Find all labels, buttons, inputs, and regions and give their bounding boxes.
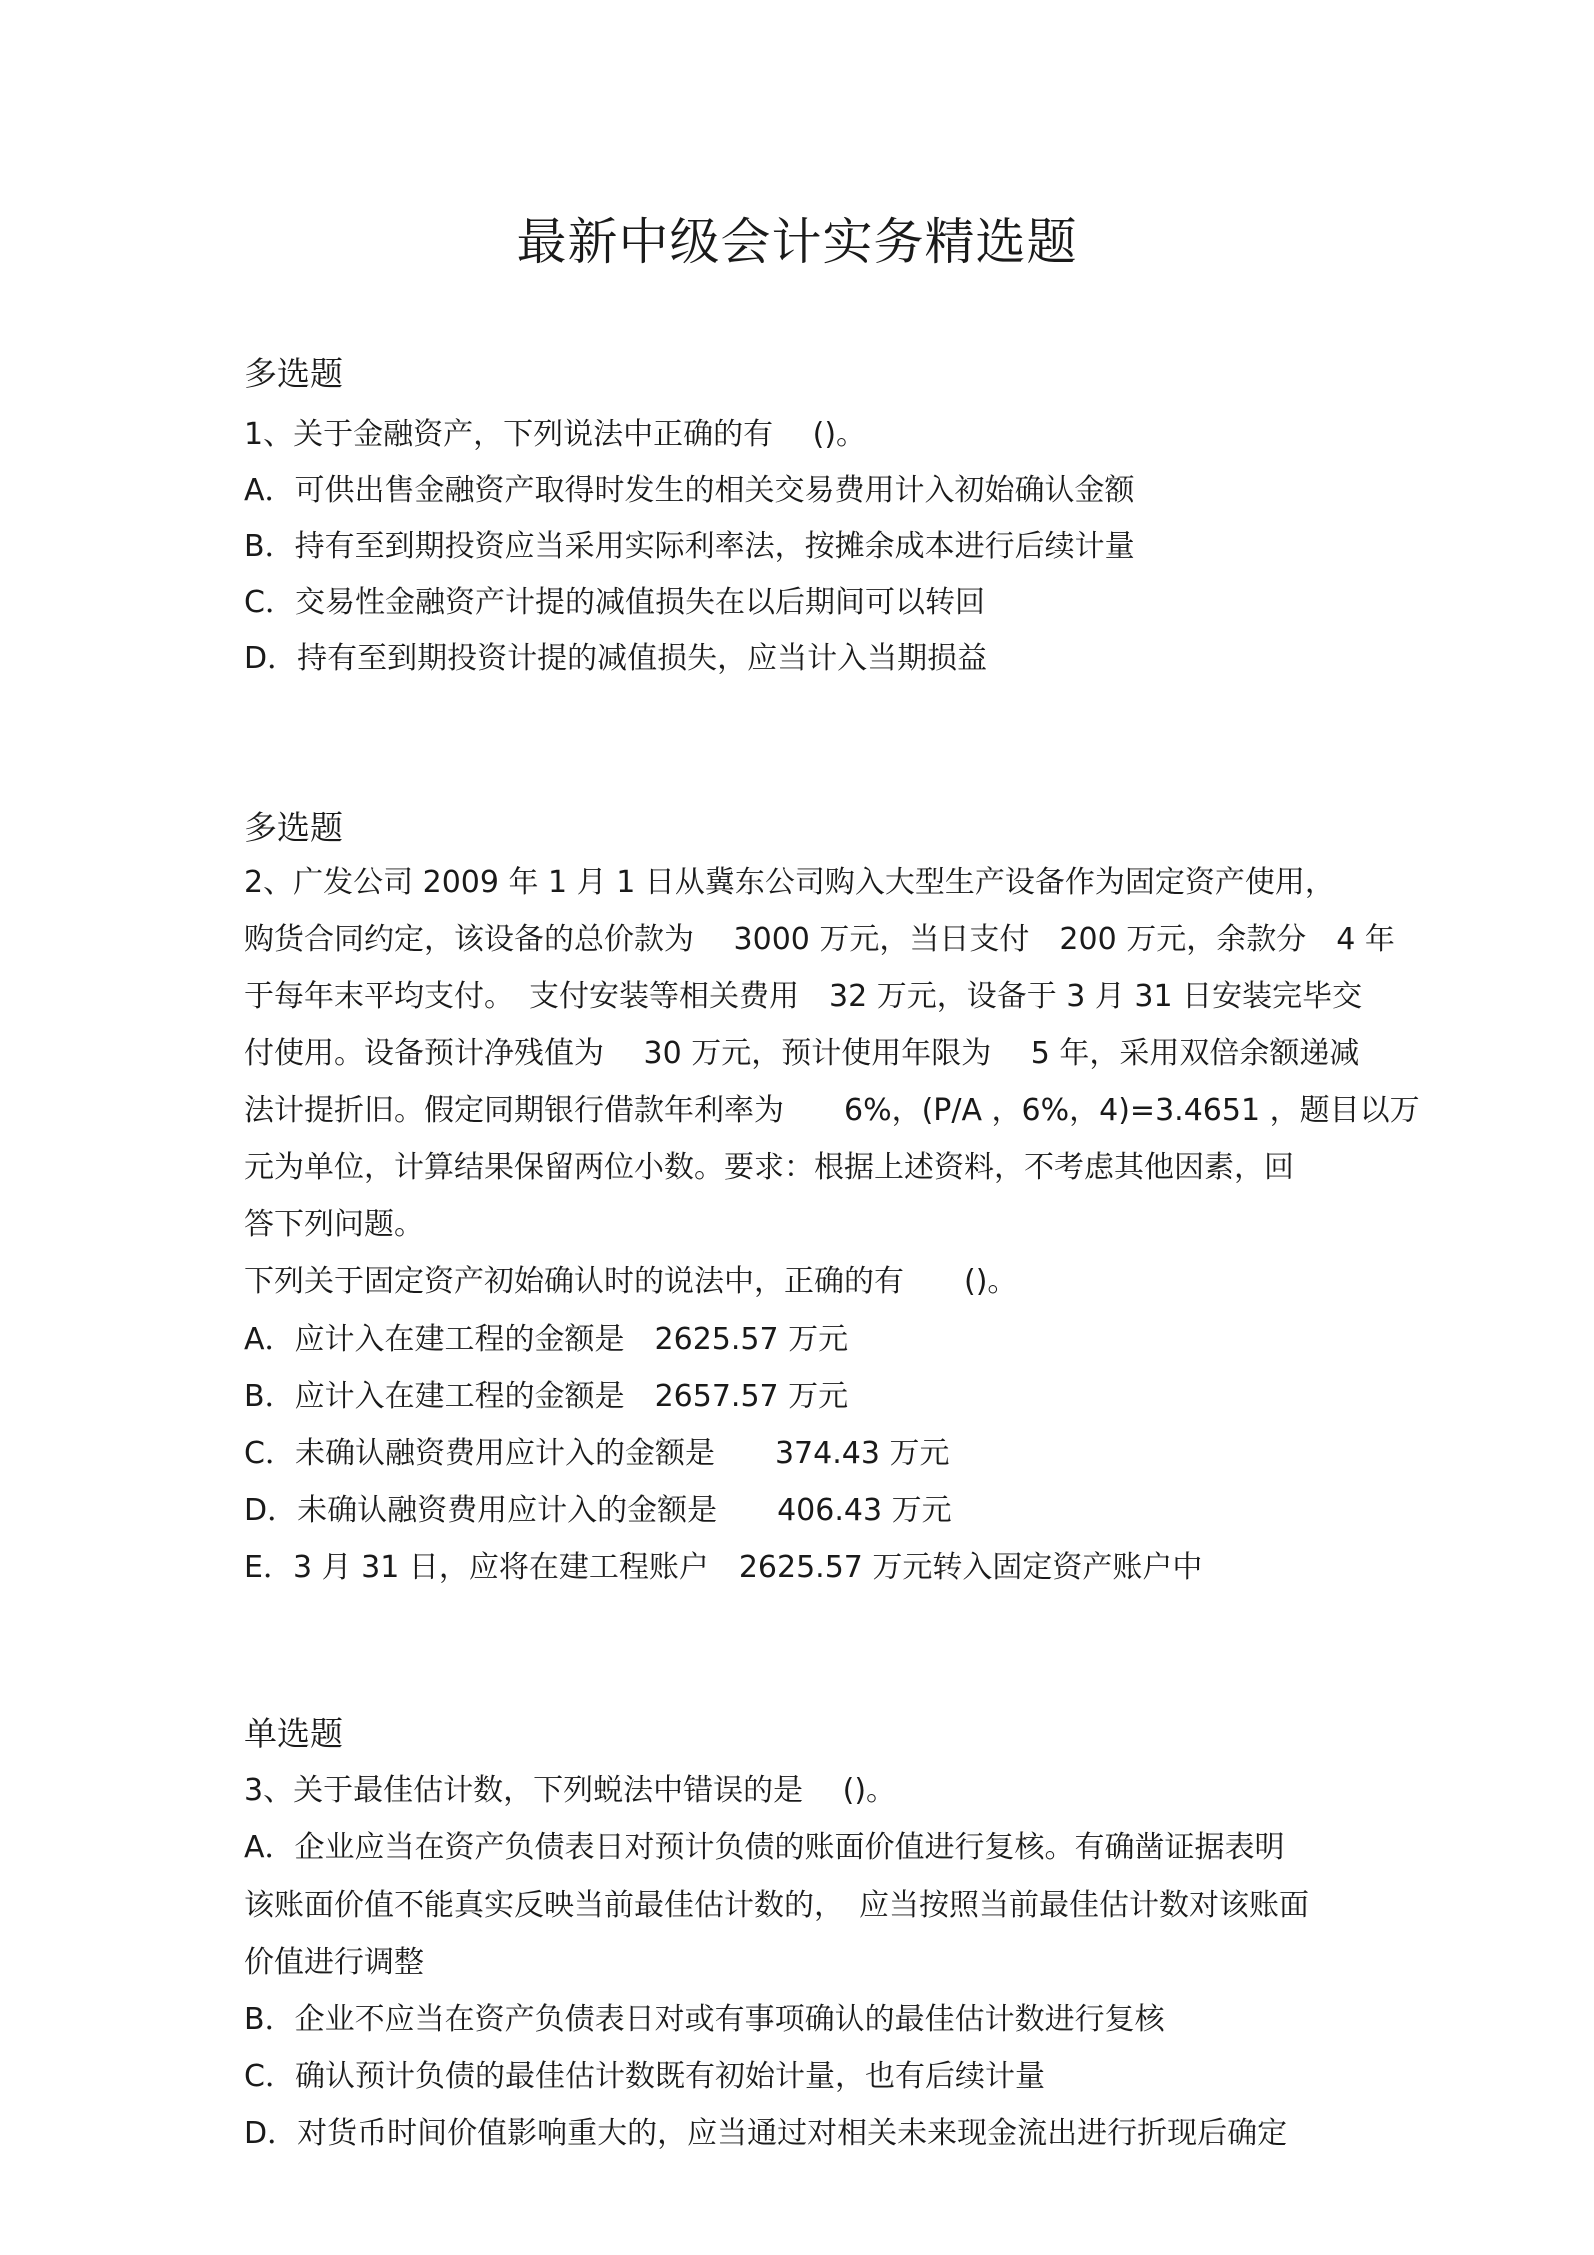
option-a: A．可供出售金融资产取得时发生的相关交易费用计入初始确认金额 <box>244 473 1135 508</box>
option-c: C．未确认融资费用应计入的金额是 374.43 万元 <box>244 1436 950 1471</box>
option-b: B．持有至到期投资应当采用实际利率法，按摊余成本进行后续计量 <box>244 529 1135 564</box>
option-a: A．企业应当在资产负债表日对预计负债的账面价值进行复核。有确凿证据表明 <box>244 1830 1285 1865</box>
document-title: 最新中级会计实务精选题 <box>516 213 1078 271</box>
question-stem-line: 元为单位，计算结果保留两位小数。要求：根据上述资料，不考虑其他因素，回 <box>244 1150 1294 1185</box>
option-a-continued: 该账面价值不能真实反映当前最佳估计数的， 应当按照当前最佳估计数对该账面 <box>244 1888 1309 1923</box>
question-stem-line: 于每年末平均支付。 支付安装等相关费用 32 万元，设备于 3 月 31 日安装完毕交 <box>244 979 1363 1014</box>
option-c: C．交易性金融资产计提的减值损失在以后期间可以转回 <box>244 585 985 620</box>
option-e: E．3 月 31 日，应将在建工程账户 2625.57 万元转入固定资产账户中 <box>244 1550 1203 1585</box>
option-c: C．确认预计负债的最佳估计数既有初始计量，也有后续计量 <box>244 2059 1045 2094</box>
question-stem: 3、关于最佳估计数，下列蜕法中错误的是 ()。 <box>244 1773 897 1808</box>
option-d: D．对货币时间价值影响重大的，应当通过对相关未来现金流出进行折现后确定 <box>244 2116 1288 2151</box>
section-header: 多选题 <box>244 354 343 393</box>
question-stem-line: 答下列问题。 <box>244 1207 424 1242</box>
question-stem-line: 2、广发公司 2009 年 1 月 1 日从冀东公司购入大型生产设备作为固定资产使用， <box>244 865 1335 900</box>
option-d: D．未确认融资费用应计入的金额是 406.43 万元 <box>244 1493 952 1528</box>
sub-question: 下列关于固定资产初始确认时的说法中，正确的有 ()。 <box>244 1264 1018 1299</box>
question-stem-line: 付使用。设备预计净残值为 30 万元，预计使用年限为 5 年，采用双倍余额递减 <box>244 1036 1360 1071</box>
option-d: D．持有至到期投资计提的减值损失，应当计入当期损益 <box>244 641 988 676</box>
option-b: B．应计入在建工程的金额是 2657.57 万元 <box>244 1379 849 1414</box>
question-stem-line: 购货合同约定，该设备的总价款为 3000 万元，当日支付 200 万元，余款分 4 年 <box>244 922 1395 957</box>
option-b: B．企业不应当在资产负债表日对或有事项确认的最佳估计数进行复核 <box>244 2002 1165 2037</box>
section-header: 单选题 <box>244 1714 343 1753</box>
option-a: A．应计入在建工程的金额是 2625.57 万元 <box>244 1322 849 1357</box>
question-stem: 1、关于金融资产，下列说法中正确的有 ()。 <box>244 417 867 452</box>
option-a-continued: 价值进行调整 <box>244 1945 424 1980</box>
question-stem-line: 法计提折旧。假定同期银行借款年利率为 6%，(P/A ，6%，4)=3.4651 ，题目以万 <box>244 1093 1420 1128</box>
section-header: 多选题 <box>244 808 343 847</box>
